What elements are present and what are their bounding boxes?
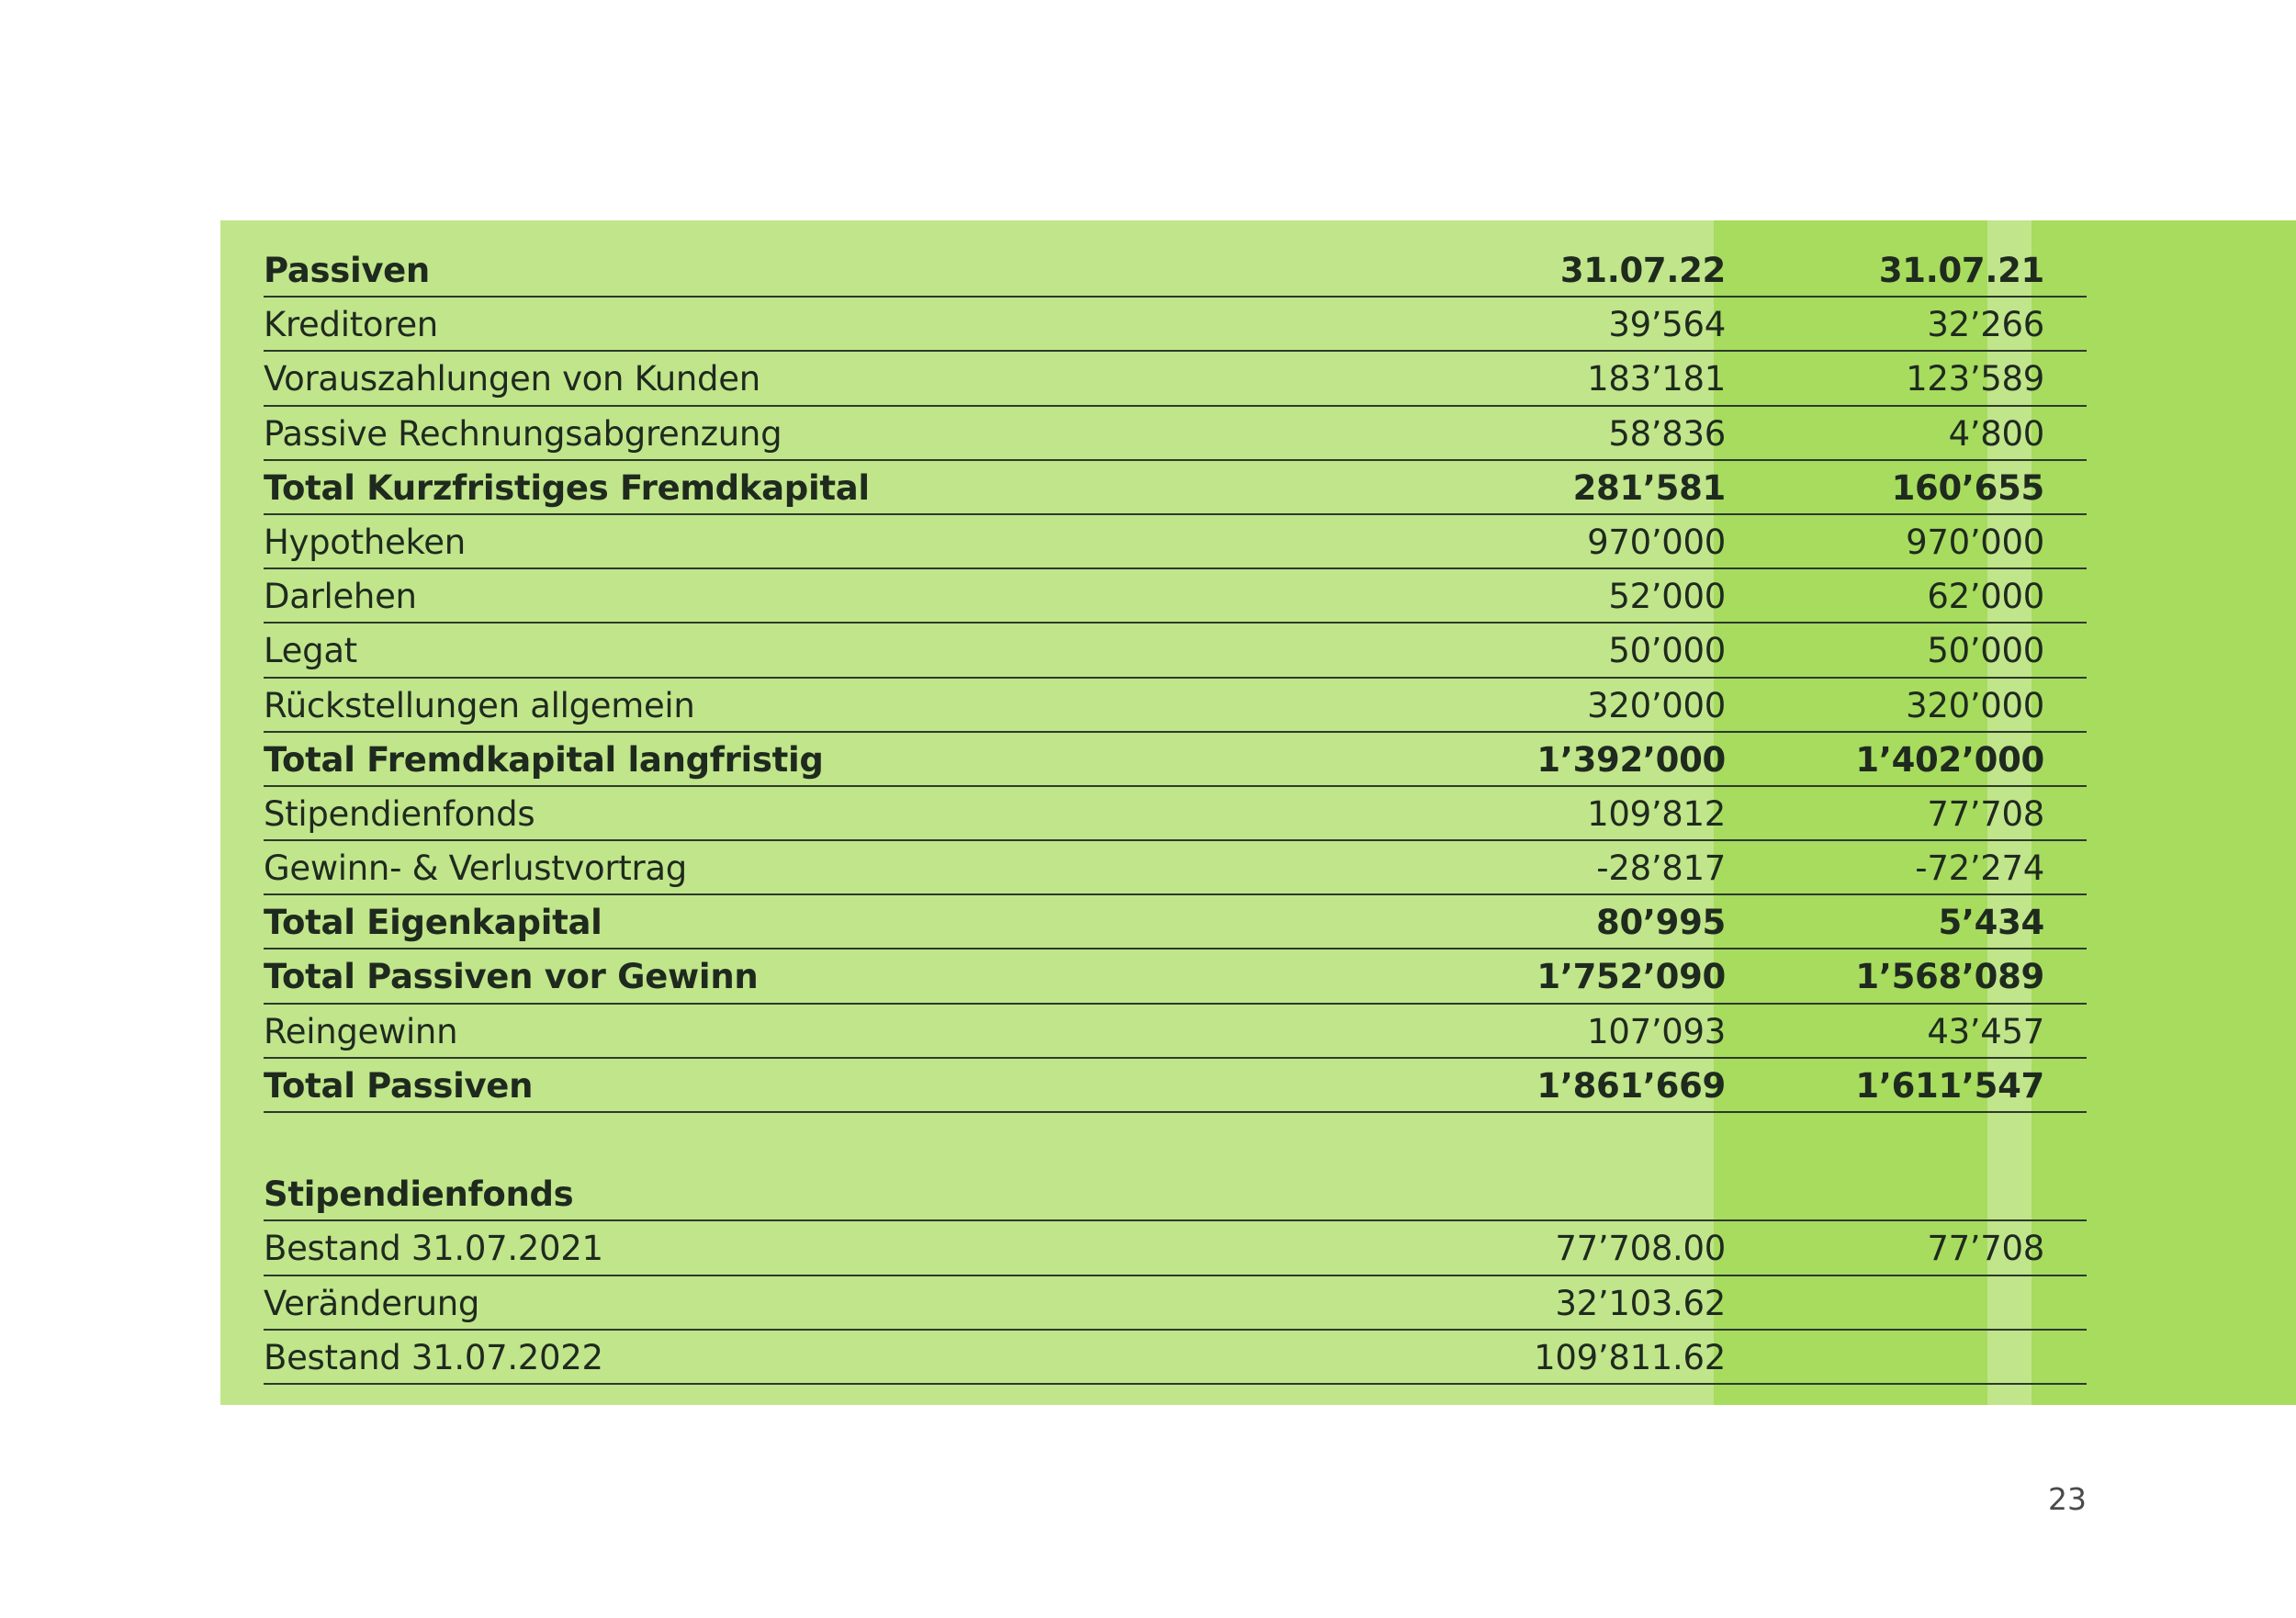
fonds-row (264, 1221, 2087, 1275)
row-label: Hypotheken (264, 522, 466, 562)
row-label: Kreditoren (264, 305, 438, 345)
table-row-total (264, 949, 2087, 1004)
row-value-2021: 43’457 (1927, 1011, 2044, 1051)
table-row-total (264, 895, 2087, 949)
row-label: Darlehen (264, 577, 417, 617)
row-label: Passive Rechnungsabgrenzung (264, 413, 782, 454)
balance-sheet-panel (220, 220, 2087, 1405)
row-label: Rückstellungen allgemein (264, 685, 695, 725)
row-value-2022: 281’581 (1572, 467, 1726, 508)
row-value-2022: 183’181 (1587, 359, 1726, 399)
row-value-2022: 52’000 (1608, 577, 1726, 617)
row-value-2022: 1’392’000 (1536, 739, 1726, 780)
row-value-2022: 77’708.00 (1555, 1229, 1726, 1269)
row-value-2022: 39’564 (1608, 305, 1726, 345)
row-value-2021: 77’708 (1927, 1229, 2044, 1269)
passiven-table (264, 243, 2087, 1385)
row-value-2021: 1’402’000 (1855, 739, 2044, 780)
fonds-header-row (264, 1167, 2087, 1221)
row-label: Veränderung (264, 1283, 480, 1323)
row-value-2021: 32’266 (1927, 305, 2044, 345)
table-title: Passiven (264, 251, 430, 290)
row-value-2021: 1’568’089 (1855, 957, 2044, 997)
row-value-2022: 58’836 (1608, 413, 1726, 454)
row-value-2022: 50’000 (1608, 631, 1726, 671)
row-value-2022: 1’861’669 (1536, 1065, 1726, 1106)
column-header-2022: 31.07.22 (1559, 251, 1726, 290)
row-value-2021: 320’000 (1906, 685, 2044, 725)
row-value-2021: 5’434 (1938, 903, 2044, 943)
fonds-title: Stipendienfonds (264, 1174, 574, 1215)
table-row-total (264, 461, 2087, 515)
row-label: Stipendienfonds (264, 793, 535, 834)
row-value-2022: 109’812 (1587, 793, 1726, 834)
row-value-2022: 109’811.62 (1534, 1337, 1726, 1377)
row-value-2022: -28’817 (1596, 848, 1726, 889)
row-value-2021: 62’000 (1927, 577, 2044, 617)
row-value-2022: 1’752’090 (1536, 957, 1726, 997)
row-value-2021: 160’655 (1891, 467, 2044, 508)
fonds-row (264, 1276, 2087, 1331)
row-value-2021: 970’000 (1906, 522, 2044, 562)
row-label: Total Passiven (264, 1065, 534, 1106)
row-value-2021: 50’000 (1927, 631, 2044, 671)
row-label: Total Fremdkapital langfristig (264, 739, 824, 780)
row-label: Vorauszahlungen von Kunden (264, 359, 760, 399)
row-value-2021: 77’708 (1927, 793, 2044, 834)
page-number: 23 (2048, 1481, 2087, 1517)
fonds-row (264, 1331, 2087, 1385)
row-value-2022: 320’000 (1587, 685, 1726, 725)
table-row (264, 569, 2087, 624)
row-label: Bestand 31.07.2021 (264, 1229, 603, 1269)
row-label: Total Passiven vor Gewinn (264, 957, 759, 997)
table-row (264, 298, 2087, 352)
row-value-2022: 80’995 (1596, 903, 1726, 943)
table-row (264, 841, 2087, 895)
row-label: Total Kurzfristiges Fremdkapital (264, 467, 870, 508)
table-row-total (264, 733, 2087, 787)
table-row (264, 515, 2087, 569)
table-row (264, 787, 2087, 841)
column-header-2021: 31.07.21 (1878, 251, 2044, 290)
row-value-2022: 107’093 (1587, 1011, 1726, 1051)
row-label: Total Eigenkapital (264, 903, 602, 943)
row-value-2021: 4’800 (1948, 413, 2044, 454)
row-label: Bestand 31.07.2022 (264, 1337, 603, 1377)
table-row (264, 624, 2087, 678)
row-label: Legat (264, 631, 357, 671)
table-row (264, 679, 2087, 733)
table-row (264, 1005, 2087, 1059)
table-row (264, 352, 2087, 406)
table-row (264, 407, 2087, 461)
section-spacer (264, 1113, 2087, 1167)
table-row-total (264, 1059, 2087, 1113)
table-header-row (264, 243, 2087, 298)
row-value-2022: 32’103.62 (1555, 1283, 1726, 1323)
row-label: Reingewinn (264, 1011, 458, 1051)
row-value-2021: -72’274 (1915, 848, 2044, 889)
row-value-2022: 970’000 (1587, 522, 1726, 562)
row-label: Gewinn- & Verlustvortrag (264, 848, 687, 889)
row-value-2021: 1’611’547 (1855, 1065, 2044, 1106)
row-value-2021: 123’589 (1906, 359, 2044, 399)
